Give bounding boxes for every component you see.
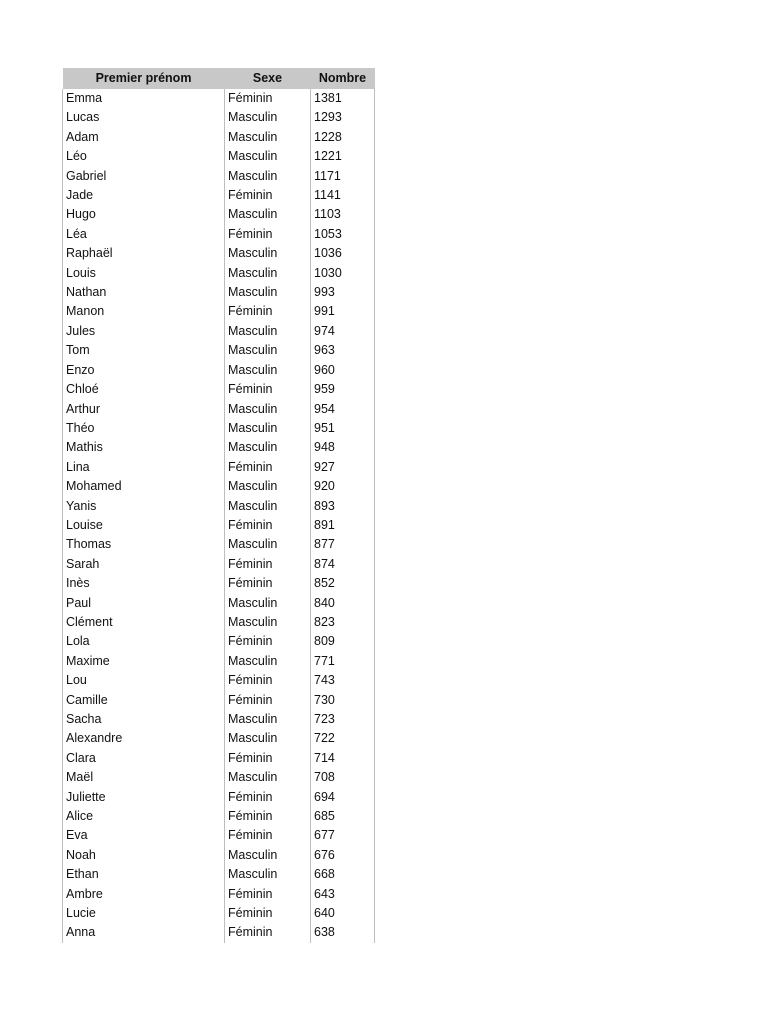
cell-sex: Masculin bbox=[225, 613, 311, 632]
cell-first-name: Clara bbox=[63, 749, 225, 768]
table-row bbox=[63, 652, 375, 671]
table-row bbox=[63, 497, 375, 516]
table-row bbox=[63, 244, 375, 263]
table-row bbox=[63, 749, 375, 768]
cell-count: 993 bbox=[311, 283, 375, 302]
cell-count: 1221 bbox=[311, 147, 375, 166]
cell-first-name: Clément bbox=[63, 613, 225, 632]
cell-sex: Féminin bbox=[225, 380, 311, 399]
table-row bbox=[63, 865, 375, 884]
cell-count: 991 bbox=[311, 302, 375, 321]
cell-sex: Féminin bbox=[225, 186, 311, 205]
cell-sex: Masculin bbox=[225, 846, 311, 865]
cell-count: 1141 bbox=[311, 186, 375, 205]
table-row bbox=[63, 264, 375, 283]
cell-first-name: Manon bbox=[63, 302, 225, 321]
cell-count: 974 bbox=[311, 322, 375, 341]
cell-sex: Féminin bbox=[225, 458, 311, 477]
cell-count: 1103 bbox=[311, 205, 375, 224]
table-row bbox=[63, 885, 375, 904]
cell-first-name: Mathis bbox=[63, 438, 225, 457]
cell-sex: Masculin bbox=[225, 108, 311, 127]
table-row bbox=[63, 108, 375, 127]
cell-sex: Féminin bbox=[225, 671, 311, 690]
table-row bbox=[63, 89, 375, 108]
cell-count: 809 bbox=[311, 632, 375, 651]
cell-first-name: Sarah bbox=[63, 555, 225, 574]
table-row bbox=[63, 341, 375, 360]
table-header bbox=[63, 68, 375, 89]
cell-count: 1381 bbox=[311, 89, 375, 108]
cell-sex: Masculin bbox=[225, 128, 311, 147]
cell-first-name: Léa bbox=[63, 225, 225, 244]
cell-first-name: Inès bbox=[63, 574, 225, 593]
cell-count: 685 bbox=[311, 807, 375, 826]
header-row bbox=[63, 68, 375, 89]
cell-count: 959 bbox=[311, 380, 375, 399]
cell-first-name: Théo bbox=[63, 419, 225, 438]
table-row bbox=[63, 594, 375, 613]
table-row bbox=[63, 361, 375, 380]
table-row bbox=[63, 283, 375, 302]
cell-first-name: Maxime bbox=[63, 652, 225, 671]
table-row bbox=[63, 477, 375, 496]
cell-sex: Féminin bbox=[225, 749, 311, 768]
cell-sex: Féminin bbox=[225, 885, 311, 904]
cell-first-name: Lucie bbox=[63, 904, 225, 923]
cell-first-name: Sacha bbox=[63, 710, 225, 729]
table-row bbox=[63, 322, 375, 341]
table-row bbox=[63, 516, 375, 535]
cell-first-name: Louise bbox=[63, 516, 225, 535]
cell-count: 1053 bbox=[311, 225, 375, 244]
table-row bbox=[63, 302, 375, 321]
cell-sex: Féminin bbox=[225, 89, 311, 108]
cell-count: 1171 bbox=[311, 167, 375, 186]
cell-sex: Masculin bbox=[225, 438, 311, 457]
cell-first-name: Mohamed bbox=[63, 477, 225, 496]
table-row bbox=[63, 147, 375, 166]
cell-sex: Masculin bbox=[225, 264, 311, 283]
cell-count: 668 bbox=[311, 865, 375, 884]
cell-count: 948 bbox=[311, 438, 375, 457]
cell-count: 722 bbox=[311, 729, 375, 748]
cell-sex: Féminin bbox=[225, 826, 311, 845]
cell-sex: Masculin bbox=[225, 147, 311, 166]
cell-first-name: Yanis bbox=[63, 497, 225, 516]
cell-count: 643 bbox=[311, 885, 375, 904]
cell-sex: Masculin bbox=[225, 341, 311, 360]
cell-first-name: Alexandre bbox=[63, 729, 225, 748]
table-row bbox=[63, 904, 375, 923]
cell-first-name: Ethan bbox=[63, 865, 225, 884]
cell-first-name: Maël bbox=[63, 768, 225, 787]
cell-sex: Masculin bbox=[225, 244, 311, 263]
cell-count: 677 bbox=[311, 826, 375, 845]
cell-count: 694 bbox=[311, 788, 375, 807]
cell-sex: Masculin bbox=[225, 167, 311, 186]
table-row bbox=[63, 225, 375, 244]
cell-sex: Masculin bbox=[225, 535, 311, 554]
cell-count: 723 bbox=[311, 710, 375, 729]
names-sheet bbox=[62, 68, 374, 943]
cell-sex: Masculin bbox=[225, 419, 311, 438]
header-sex: Sexe bbox=[225, 68, 311, 89]
cell-sex: Masculin bbox=[225, 729, 311, 748]
table-row bbox=[63, 923, 375, 942]
cell-first-name: Raphaël bbox=[63, 244, 225, 263]
cell-sex: Masculin bbox=[225, 205, 311, 224]
cell-count: 891 bbox=[311, 516, 375, 535]
table-row bbox=[63, 128, 375, 147]
cell-count: 927 bbox=[311, 458, 375, 477]
cell-sex: Féminin bbox=[225, 555, 311, 574]
table-row bbox=[63, 400, 375, 419]
cell-first-name: Emma bbox=[63, 89, 225, 108]
table-row bbox=[63, 729, 375, 748]
header-count: Nombre bbox=[311, 68, 375, 89]
cell-first-name: Lola bbox=[63, 632, 225, 651]
table-row bbox=[63, 205, 375, 224]
cell-first-name: Camille bbox=[63, 691, 225, 710]
table-row bbox=[63, 613, 375, 632]
cell-first-name: Tom bbox=[63, 341, 225, 360]
table-row bbox=[63, 710, 375, 729]
cell-count: 1036 bbox=[311, 244, 375, 263]
table-row bbox=[63, 788, 375, 807]
cell-sex: Féminin bbox=[225, 904, 311, 923]
cell-first-name: Jade bbox=[63, 186, 225, 205]
cell-count: 638 bbox=[311, 923, 375, 942]
cell-sex: Masculin bbox=[225, 497, 311, 516]
cell-first-name: Hugo bbox=[63, 205, 225, 224]
cell-sex: Masculin bbox=[225, 710, 311, 729]
cell-first-name: Arthur bbox=[63, 400, 225, 419]
cell-count: 954 bbox=[311, 400, 375, 419]
cell-first-name: Alice bbox=[63, 807, 225, 826]
cell-first-name: Thomas bbox=[63, 535, 225, 554]
cell-first-name: Lina bbox=[63, 458, 225, 477]
cell-sex: Masculin bbox=[225, 322, 311, 341]
table-row bbox=[63, 807, 375, 826]
cell-first-name: Ambre bbox=[63, 885, 225, 904]
cell-count: 920 bbox=[311, 477, 375, 496]
header-first-name: Premier prénom bbox=[63, 68, 225, 89]
cell-sex: Masculin bbox=[225, 477, 311, 496]
table-row bbox=[63, 167, 375, 186]
cell-count: 823 bbox=[311, 613, 375, 632]
cell-first-name: Adam bbox=[63, 128, 225, 147]
table-row bbox=[63, 574, 375, 593]
table-row bbox=[63, 691, 375, 710]
cell-count: 676 bbox=[311, 846, 375, 865]
cell-count: 877 bbox=[311, 535, 375, 554]
cell-sex: Féminin bbox=[225, 632, 311, 651]
cell-first-name: Jules bbox=[63, 322, 225, 341]
cell-first-name: Lou bbox=[63, 671, 225, 690]
cell-sex: Féminin bbox=[225, 574, 311, 593]
table-row bbox=[63, 846, 375, 865]
cell-sex: Féminin bbox=[225, 807, 311, 826]
cell-first-name: Paul bbox=[63, 594, 225, 613]
table-row bbox=[63, 671, 375, 690]
cell-count: 743 bbox=[311, 671, 375, 690]
table-row bbox=[63, 419, 375, 438]
table-row bbox=[63, 535, 375, 554]
cell-first-name: Enzo bbox=[63, 361, 225, 380]
cell-count: 960 bbox=[311, 361, 375, 380]
cell-sex: Féminin bbox=[225, 302, 311, 321]
cell-count: 730 bbox=[311, 691, 375, 710]
cell-count: 893 bbox=[311, 497, 375, 516]
cell-sex: Féminin bbox=[225, 516, 311, 535]
cell-sex: Féminin bbox=[225, 788, 311, 807]
table-row bbox=[63, 768, 375, 787]
table-row bbox=[63, 632, 375, 651]
table-row bbox=[63, 555, 375, 574]
cell-sex: Masculin bbox=[225, 865, 311, 884]
cell-count: 1228 bbox=[311, 128, 375, 147]
cell-count: 640 bbox=[311, 904, 375, 923]
cell-sex: Masculin bbox=[225, 768, 311, 787]
table-body bbox=[63, 89, 375, 943]
cell-first-name: Lucas bbox=[63, 108, 225, 127]
cell-sex: Féminin bbox=[225, 225, 311, 244]
cell-count: 714 bbox=[311, 749, 375, 768]
cell-first-name: Gabriel bbox=[63, 167, 225, 186]
cell-first-name: Nathan bbox=[63, 283, 225, 302]
cell-sex: Féminin bbox=[225, 691, 311, 710]
cell-first-name: Noah bbox=[63, 846, 225, 865]
cell-first-name: Louis bbox=[63, 264, 225, 283]
table-row bbox=[63, 826, 375, 845]
cell-sex: Féminin bbox=[225, 923, 311, 942]
cell-count: 963 bbox=[311, 341, 375, 360]
cell-sex: Masculin bbox=[225, 594, 311, 613]
table-row bbox=[63, 380, 375, 399]
cell-first-name: Chloé bbox=[63, 380, 225, 399]
cell-count: 1293 bbox=[311, 108, 375, 127]
cell-count: 840 bbox=[311, 594, 375, 613]
cell-count: 951 bbox=[311, 419, 375, 438]
cell-first-name: Juliette bbox=[63, 788, 225, 807]
cell-count: 874 bbox=[311, 555, 375, 574]
table-row bbox=[63, 438, 375, 457]
cell-sex: Masculin bbox=[225, 283, 311, 302]
table-row bbox=[63, 186, 375, 205]
cell-count: 771 bbox=[311, 652, 375, 671]
cell-sex: Masculin bbox=[225, 361, 311, 380]
cell-first-name: Anna bbox=[63, 923, 225, 942]
cell-first-name: Eva bbox=[63, 826, 225, 845]
cell-first-name: Léo bbox=[63, 147, 225, 166]
table-row bbox=[63, 458, 375, 477]
cell-count: 708 bbox=[311, 768, 375, 787]
cell-count: 852 bbox=[311, 574, 375, 593]
names-table bbox=[62, 68, 375, 943]
cell-sex: Masculin bbox=[225, 400, 311, 419]
cell-count: 1030 bbox=[311, 264, 375, 283]
cell-sex: Masculin bbox=[225, 652, 311, 671]
